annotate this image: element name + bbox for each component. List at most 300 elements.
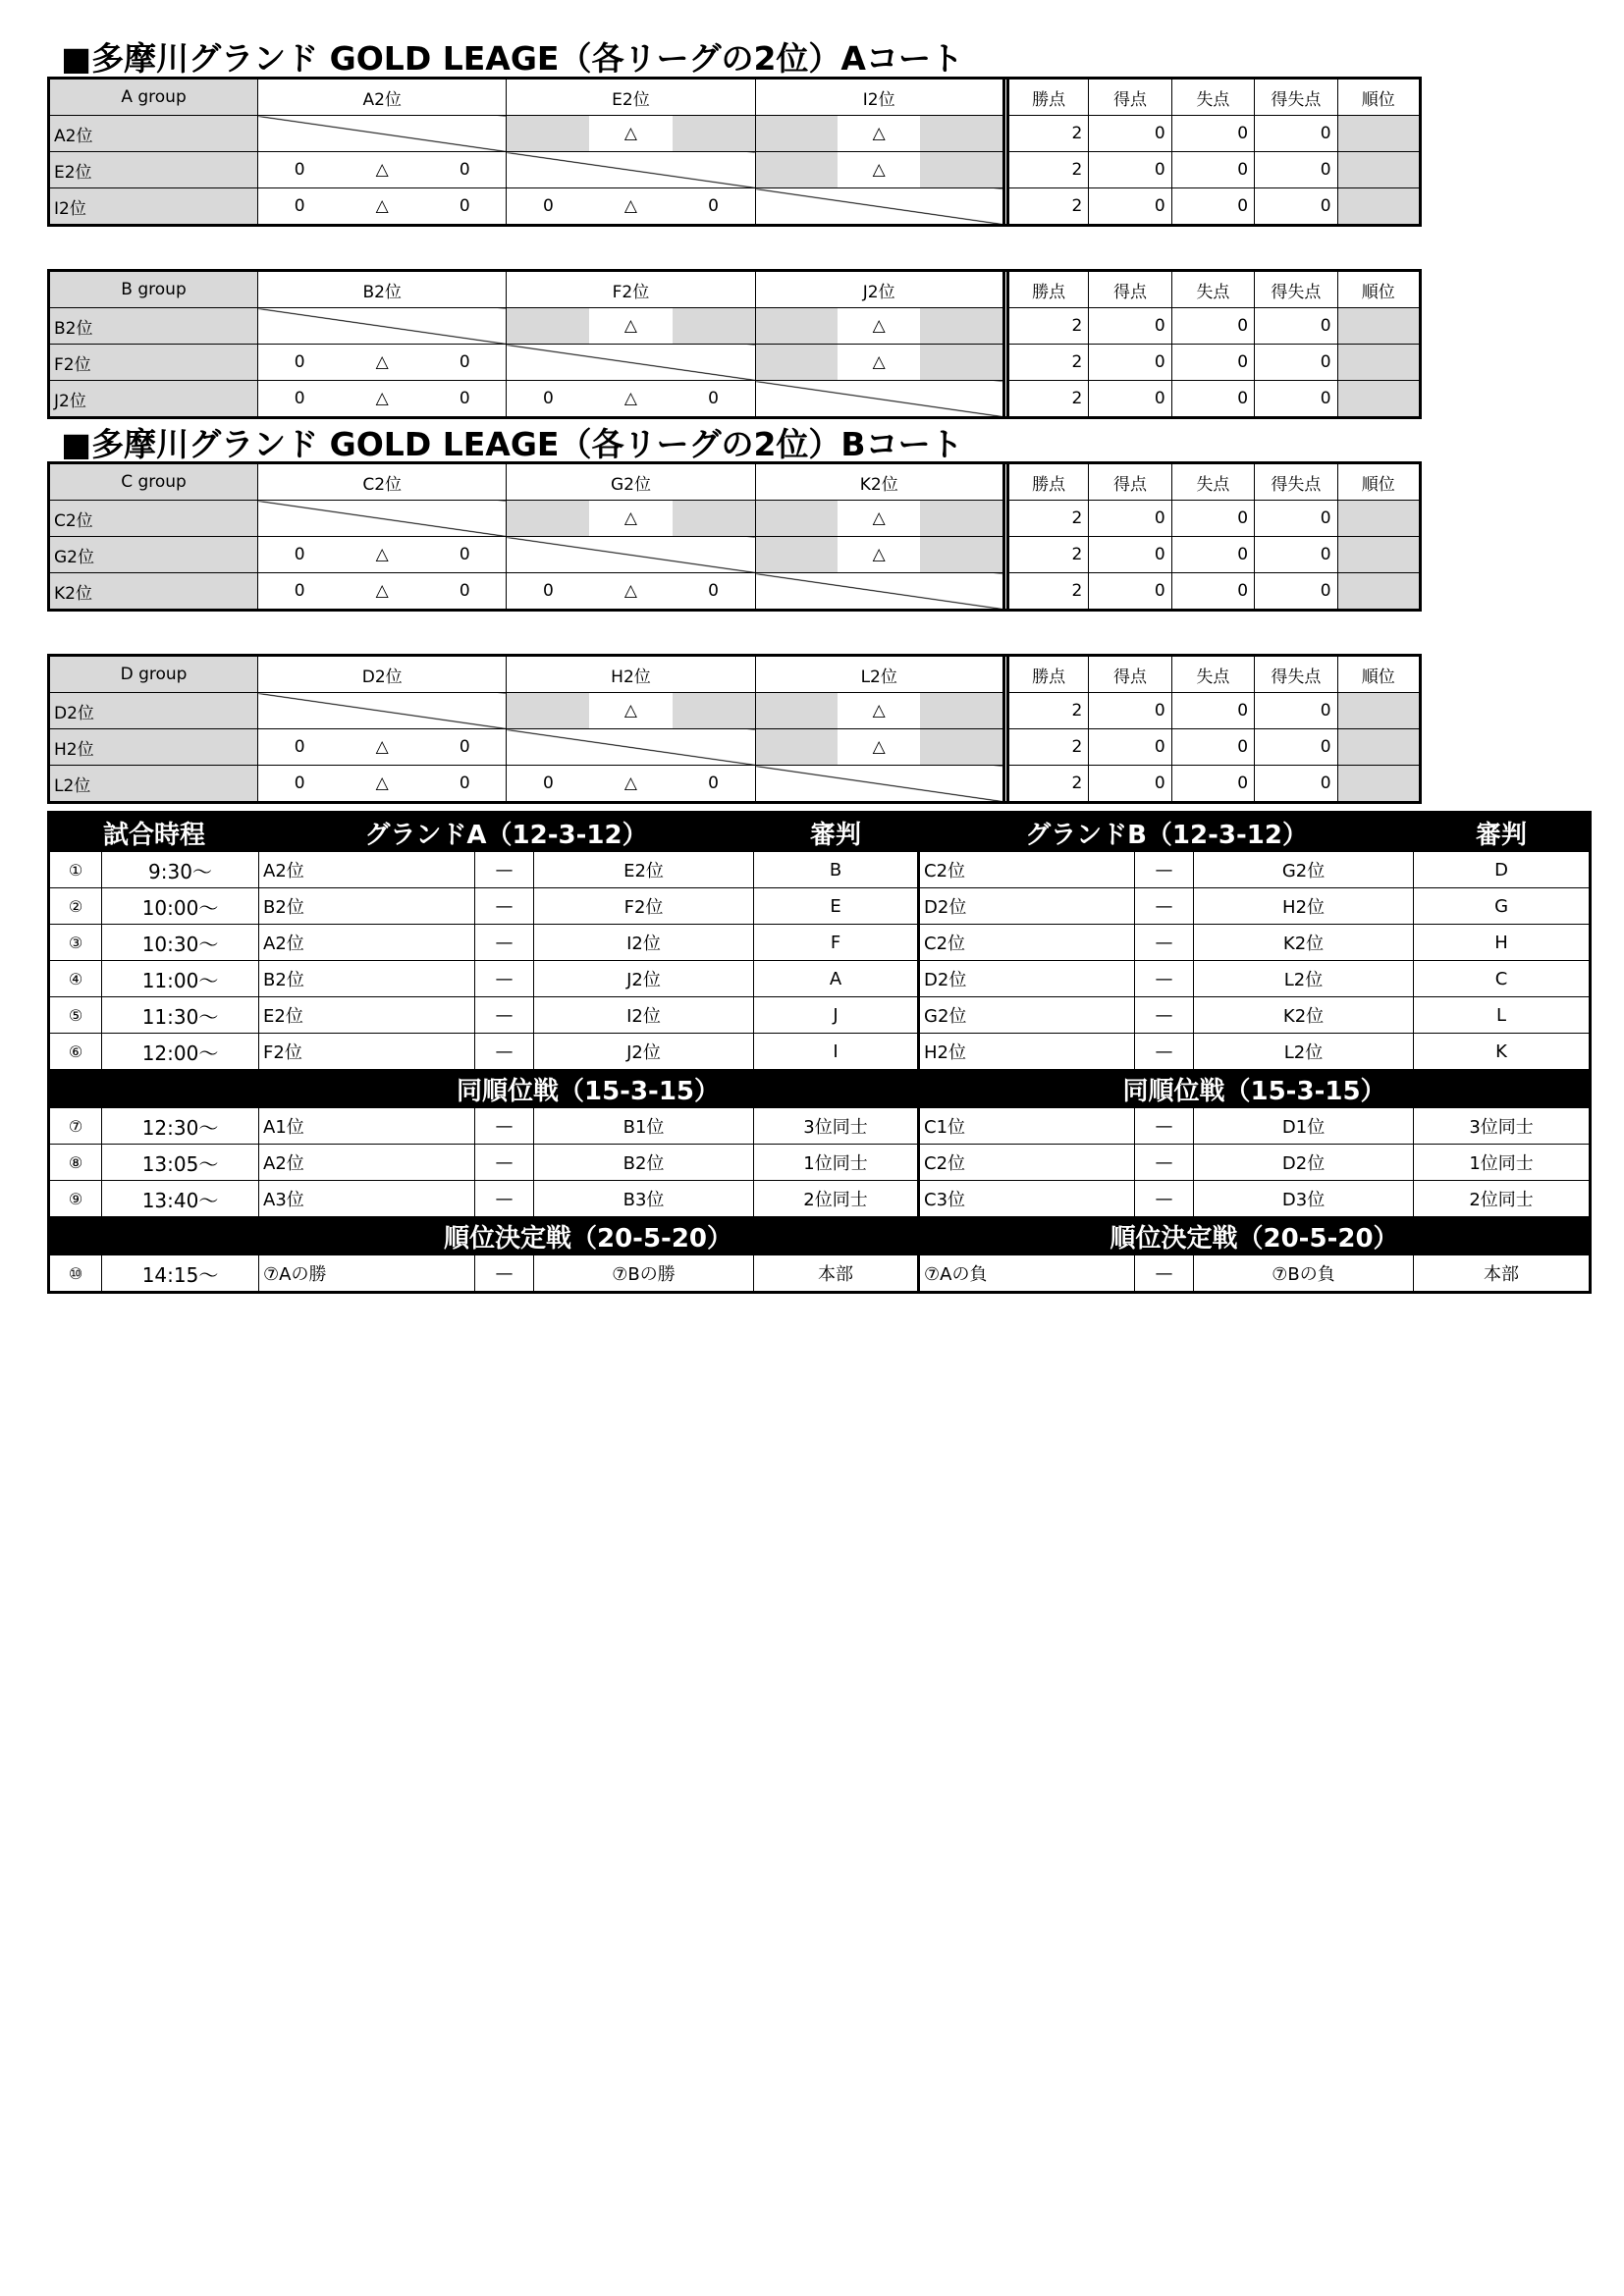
result-part: △: [375, 196, 389, 216]
team-label: I2位: [49, 188, 258, 226]
ground-a-team-1: A2位: [259, 925, 475, 961]
result-part: △: [375, 389, 389, 408]
match-number: ④: [49, 961, 102, 997]
team-label: L2位: [49, 766, 258, 803]
ground-a-team-1: A2位: [259, 852, 475, 888]
team-row: [49, 729, 1421, 766]
stat-cell: 0: [1089, 188, 1171, 226]
versus-dash: —: [475, 1034, 534, 1070]
opponent-header: J2位: [755, 271, 1003, 308]
stat-cell: 0: [1255, 116, 1337, 152]
result-part: [756, 152, 839, 187]
match-schedule-table: [47, 811, 1592, 1294]
match-result-cell: [507, 116, 755, 152]
result-part: [920, 537, 1002, 572]
stat-cell: 0: [1089, 116, 1171, 152]
league-table-3: [47, 654, 1422, 804]
result-part: [756, 308, 839, 344]
match-result-cell: [258, 729, 507, 766]
versus-dash: —: [1135, 1255, 1194, 1293]
stat-cell: 0: [1255, 729, 1337, 766]
self-match-cell: [755, 766, 1003, 803]
stat-cell: 0: [1171, 537, 1254, 573]
ground-a-referee: F: [754, 925, 919, 961]
ground-b-team-1: G2位: [919, 997, 1135, 1034]
team-row: [49, 345, 1421, 381]
stat-header: 得失点: [1255, 656, 1337, 693]
stat-header: 順位: [1337, 463, 1420, 501]
league-header-row: [49, 463, 1421, 501]
result-part: [920, 501, 1002, 536]
ground-b-team-2: L2位: [1194, 1034, 1414, 1070]
result-part: △: [872, 701, 886, 721]
group-name: A group: [49, 79, 258, 116]
league-header-row: [49, 79, 1421, 116]
team-row: [49, 308, 1421, 345]
result-part: 0: [294, 389, 305, 408]
stat-header: 失点: [1171, 656, 1254, 693]
result-part: △: [623, 581, 637, 601]
stat-cell: 0: [1171, 729, 1254, 766]
result-part: △: [375, 581, 389, 601]
stat-cell: 0: [1171, 188, 1254, 226]
ground-a-referee: B: [754, 852, 919, 888]
ground-b-team-2: G2位: [1194, 852, 1414, 888]
stat-cell: 2: [1007, 188, 1088, 226]
match-number: ③: [49, 925, 102, 961]
opponent-header: K2位: [755, 463, 1003, 501]
match-row: [49, 1145, 1591, 1181]
result-part: △: [872, 352, 886, 372]
result-part: [673, 308, 755, 344]
rank-cell: [1337, 308, 1420, 345]
result-part: [756, 501, 839, 536]
stat-header: 勝点: [1007, 656, 1088, 693]
section-title-b: 順位決定戦（20-5-20）: [919, 1217, 1591, 1255]
match-result-cell: [755, 152, 1003, 188]
ground-b-referee: L: [1414, 997, 1591, 1034]
stat-cell: 0: [1255, 573, 1337, 611]
ground-a-team-2: I2位: [534, 997, 754, 1034]
court-a-heading: ■多摩川グランド GOLD LEAGE（各リーグの2位）Aコート: [61, 39, 963, 78]
stat-header: 得点: [1089, 79, 1171, 116]
ground-b-header: グランドB（12-3-12）: [919, 813, 1414, 852]
stat-cell: 0: [1171, 573, 1254, 611]
stat-cell: 0: [1089, 766, 1171, 803]
self-match-cell: [755, 381, 1003, 418]
ground-a-team-2: I2位: [534, 925, 754, 961]
result-part: 0: [294, 196, 305, 216]
versus-dash: —: [475, 997, 534, 1034]
match-number: ⑥: [49, 1034, 102, 1070]
team-label: J2位: [49, 381, 258, 418]
match-number: ⑤: [49, 997, 102, 1034]
ground-b-referee: 2位同士: [1414, 1181, 1591, 1217]
match-number: ⑧: [49, 1145, 102, 1181]
result-part: △: [375, 774, 389, 793]
match-row: [49, 1108, 1591, 1145]
stat-cell: 0: [1171, 381, 1254, 418]
result-part: [756, 345, 839, 380]
rank-cell: [1337, 693, 1420, 729]
stat-cell: 0: [1255, 345, 1337, 381]
result-part: △: [872, 545, 886, 564]
result-part: 0: [542, 389, 554, 408]
ground-a-team-1: F2位: [259, 1034, 475, 1070]
ground-a-referee: 1位同士: [754, 1145, 919, 1181]
team-row: [49, 501, 1421, 537]
match-result-cell: [507, 766, 755, 803]
ground-b-referee: D: [1414, 852, 1591, 888]
ground-a-referee: E: [754, 888, 919, 925]
result-part: 0: [294, 352, 305, 372]
result-part: [920, 693, 1002, 728]
ground-b-team-2: H2位: [1194, 888, 1414, 925]
self-match-cell: [507, 729, 755, 766]
stat-cell: 2: [1007, 573, 1088, 611]
result-part: 0: [459, 160, 470, 180]
ground-b-team-1: C2位: [919, 852, 1135, 888]
result-part: 0: [294, 545, 305, 564]
group-name: B group: [49, 271, 258, 308]
match-result-cell: [258, 573, 507, 611]
rank-cell: [1337, 345, 1420, 381]
result-part: △: [872, 160, 886, 180]
result-part: [507, 308, 589, 344]
rank-cell: [1337, 729, 1420, 766]
self-match-cell: [258, 693, 507, 729]
stat-cell: 2: [1007, 116, 1088, 152]
section-title-row: [49, 1070, 1591, 1108]
versus-dash: —: [475, 888, 534, 925]
section-title-row: [49, 1217, 1591, 1255]
stat-cell: 0: [1089, 381, 1171, 418]
versus-dash: —: [1135, 961, 1194, 997]
team-row: [49, 152, 1421, 188]
section-spacer: [49, 1070, 259, 1108]
result-part: △: [623, 389, 637, 408]
rank-cell: [1337, 573, 1420, 611]
stat-header: 得点: [1089, 463, 1171, 501]
result-part: [673, 116, 755, 151]
match-time: 14:15～: [102, 1255, 259, 1293]
match-number: ②: [49, 888, 102, 925]
match-time: 10:00～: [102, 888, 259, 925]
group-name: D group: [49, 656, 258, 693]
team-label: K2位: [49, 573, 258, 611]
result-part: △: [623, 196, 637, 216]
ground-a-team-2: ⑦Bの勝: [534, 1255, 754, 1293]
stat-cell: 0: [1255, 693, 1337, 729]
match-time: 10:30～: [102, 925, 259, 961]
match-result-cell: [755, 116, 1003, 152]
opponent-header: B2位: [258, 271, 507, 308]
result-part: [673, 501, 755, 536]
team-label: E2位: [49, 152, 258, 188]
result-part: △: [872, 124, 886, 143]
match-result-cell: [507, 501, 755, 537]
result-part: 0: [294, 160, 305, 180]
team-label: F2位: [49, 345, 258, 381]
ground-a-team-1: E2位: [259, 997, 475, 1034]
match-result-cell: [755, 501, 1003, 537]
match-time: 11:00～: [102, 961, 259, 997]
versus-dash: —: [1135, 1181, 1194, 1217]
ground-a-team-1: A1位: [259, 1108, 475, 1145]
team-label: C2位: [49, 501, 258, 537]
match-time: 11:30～: [102, 997, 259, 1034]
stat-cell: 0: [1171, 345, 1254, 381]
self-match-cell: [258, 308, 507, 345]
stat-cell: 2: [1007, 345, 1088, 381]
match-row: [49, 1255, 1591, 1293]
stat-cell: 0: [1255, 501, 1337, 537]
versus-dash: —: [1135, 1108, 1194, 1145]
stat-cell: 0: [1255, 381, 1337, 418]
ground-a-team-1: A3位: [259, 1181, 475, 1217]
match-number: ①: [49, 852, 102, 888]
versus-dash: —: [475, 852, 534, 888]
match-result-cell: [258, 188, 507, 226]
result-part: [507, 693, 589, 728]
match-row: [49, 1181, 1591, 1217]
stat-cell: 2: [1007, 693, 1088, 729]
match-time: 12:00～: [102, 1034, 259, 1070]
versus-dash: —: [1135, 925, 1194, 961]
ground-a-team-1: ⑦Aの勝: [259, 1255, 475, 1293]
rank-cell: [1337, 116, 1420, 152]
stat-header: 得失点: [1255, 463, 1337, 501]
opponent-header: A2位: [258, 79, 507, 116]
ground-a-team-2: F2位: [534, 888, 754, 925]
opponent-header: F2位: [507, 271, 755, 308]
match-result-cell: [755, 537, 1003, 573]
stat-header: 失点: [1171, 463, 1254, 501]
ground-b-team-2: D3位: [1194, 1181, 1414, 1217]
result-part: [920, 345, 1002, 380]
stat-header: 得点: [1089, 271, 1171, 308]
result-part: 0: [542, 581, 554, 601]
match-result-cell: [507, 308, 755, 345]
result-part: △: [623, 316, 637, 336]
ground-a-team-2: B1位: [534, 1108, 754, 1145]
stat-cell: 0: [1255, 308, 1337, 345]
ground-b-team-2: K2位: [1194, 925, 1414, 961]
ground-a-referee: J: [754, 997, 919, 1034]
match-row: [49, 852, 1591, 888]
team-row: [49, 573, 1421, 611]
stat-cell: 0: [1171, 766, 1254, 803]
versus-dash: —: [475, 1181, 534, 1217]
stat-cell: 2: [1007, 501, 1088, 537]
result-part: 0: [542, 774, 554, 793]
time-header: 試合時程: [49, 813, 259, 852]
ground-b-team-1: D2位: [919, 961, 1135, 997]
section-title-b: 同順位戦（15-3-15）: [919, 1070, 1591, 1108]
ground-b-team-2: L2位: [1194, 961, 1414, 997]
match-result-cell: [258, 381, 507, 418]
result-part: [920, 152, 1002, 187]
result-part: [756, 693, 839, 728]
ground-a-team-2: J2位: [534, 1034, 754, 1070]
self-match-cell: [507, 345, 755, 381]
court-b-heading: ■多摩川グランド GOLD LEAGE（各リーグの2位）Bコート: [61, 425, 963, 463]
match-time: 13:05～: [102, 1145, 259, 1181]
stat-cell: 2: [1007, 152, 1088, 188]
ground-b-referee: G: [1414, 888, 1591, 925]
match-result-cell: [258, 766, 507, 803]
versus-dash: —: [1135, 1145, 1194, 1181]
team-row: [49, 116, 1421, 152]
result-part: 0: [542, 196, 554, 216]
result-part: 0: [708, 581, 719, 601]
opponent-header: H2位: [507, 656, 755, 693]
ground-b-referee: 3位同士: [1414, 1108, 1591, 1145]
match-result-cell: [507, 188, 755, 226]
stat-header: 得点: [1089, 656, 1171, 693]
ground-b-team-2: D1位: [1194, 1108, 1414, 1145]
versus-dash: —: [1135, 1034, 1194, 1070]
ground-a-team-1: B2位: [259, 888, 475, 925]
result-part: 0: [459, 581, 470, 601]
rank-cell: [1337, 537, 1420, 573]
match-result-cell: [755, 308, 1003, 345]
versus-dash: —: [475, 1145, 534, 1181]
result-part: 0: [708, 196, 719, 216]
result-part: △: [375, 545, 389, 564]
self-match-cell: [258, 501, 507, 537]
match-row: [49, 925, 1591, 961]
versus-dash: —: [475, 925, 534, 961]
stat-cell: 0: [1089, 693, 1171, 729]
group-name: C group: [49, 463, 258, 501]
ground-a-team-1: A2位: [259, 1145, 475, 1181]
match-result-cell: [755, 729, 1003, 766]
league-table-2: [47, 461, 1422, 612]
result-part: 0: [294, 581, 305, 601]
stat-header: 順位: [1337, 656, 1420, 693]
stat-header: 勝点: [1007, 463, 1088, 501]
result-part: △: [375, 352, 389, 372]
rank-cell: [1337, 188, 1420, 226]
versus-dash: —: [1135, 852, 1194, 888]
rank-cell: [1337, 152, 1420, 188]
ground-b-team-1: ⑦Aの負: [919, 1255, 1135, 1293]
ground-a-team-2: J2位: [534, 961, 754, 997]
result-part: 0: [708, 389, 719, 408]
ground-b-team-1: D2位: [919, 888, 1135, 925]
result-part: [756, 537, 839, 572]
match-result-cell: [258, 345, 507, 381]
team-label: G2位: [49, 537, 258, 573]
stat-cell: 0: [1255, 766, 1337, 803]
stat-cell: 0: [1171, 152, 1254, 188]
ground-b-referee: C: [1414, 961, 1591, 997]
stat-cell: 0: [1255, 188, 1337, 226]
team-label: A2位: [49, 116, 258, 152]
match-result-cell: [507, 693, 755, 729]
result-part: △: [623, 124, 637, 143]
match-result-cell: [258, 152, 507, 188]
stat-header: 勝点: [1007, 271, 1088, 308]
section-title-a: 同順位戦（15-3-15）: [259, 1070, 919, 1108]
stat-cell: 0: [1089, 501, 1171, 537]
section-title-a: 順位決定戦（20-5-20）: [259, 1217, 919, 1255]
versus-dash: —: [1135, 888, 1194, 925]
match-number: ⑩: [49, 1255, 102, 1293]
ground-b-team-1: C3位: [919, 1181, 1135, 1217]
stat-cell: 0: [1089, 729, 1171, 766]
result-part: △: [623, 701, 637, 721]
stat-header: 得失点: [1255, 79, 1337, 116]
stat-cell: 2: [1007, 766, 1088, 803]
referee-a-header: 審判: [754, 813, 919, 852]
stat-cell: 0: [1089, 308, 1171, 345]
match-row: [49, 961, 1591, 997]
match-row: [49, 888, 1591, 925]
ground-b-team-1: H2位: [919, 1034, 1135, 1070]
ground-a-team-2: B3位: [534, 1181, 754, 1217]
result-part: 0: [459, 737, 470, 757]
ground-b-referee: K: [1414, 1034, 1591, 1070]
result-part: △: [375, 737, 389, 757]
ground-b-team-2: K2位: [1194, 997, 1414, 1034]
section-spacer: [49, 1217, 259, 1255]
versus-dash: —: [475, 1108, 534, 1145]
team-label: B2位: [49, 308, 258, 345]
ground-a-team-1: B2位: [259, 961, 475, 997]
ground-b-referee: 1位同士: [1414, 1145, 1591, 1181]
league-table-1: [47, 269, 1422, 419]
stat-cell: 0: [1171, 116, 1254, 152]
versus-dash: —: [475, 1255, 534, 1293]
match-result-cell: [507, 381, 755, 418]
self-match-cell: [258, 116, 507, 152]
ground-b-team-2: D2位: [1194, 1145, 1414, 1181]
result-part: [756, 116, 839, 151]
ground-a-referee: 2位同士: [754, 1181, 919, 1217]
stat-cell: 0: [1171, 501, 1254, 537]
opponent-header: L2位: [755, 656, 1003, 693]
result-part: 0: [708, 774, 719, 793]
self-match-cell: [507, 537, 755, 573]
result-part: 0: [294, 737, 305, 757]
stat-cell: 0: [1089, 345, 1171, 381]
result-part: [920, 308, 1002, 344]
match-number: ⑦: [49, 1108, 102, 1145]
stat-header: 失点: [1171, 271, 1254, 308]
schedule-header-row: [49, 813, 1591, 852]
result-part: 0: [459, 545, 470, 564]
versus-dash: —: [1135, 997, 1194, 1034]
stat-header: 順位: [1337, 271, 1420, 308]
self-match-cell: [507, 152, 755, 188]
result-part: [507, 116, 589, 151]
match-result-cell: [258, 537, 507, 573]
ground-b-team-1: C2位: [919, 1145, 1135, 1181]
league-header-row: [49, 656, 1421, 693]
stat-cell: 0: [1171, 308, 1254, 345]
match-result-cell: [755, 693, 1003, 729]
ground-a-referee: 本部: [754, 1255, 919, 1293]
stat-cell: 2: [1007, 308, 1088, 345]
result-part: 0: [459, 389, 470, 408]
opponent-header: D2位: [258, 656, 507, 693]
rank-cell: [1337, 766, 1420, 803]
match-result-cell: [755, 345, 1003, 381]
team-row: [49, 188, 1421, 226]
opponent-header: I2位: [755, 79, 1003, 116]
